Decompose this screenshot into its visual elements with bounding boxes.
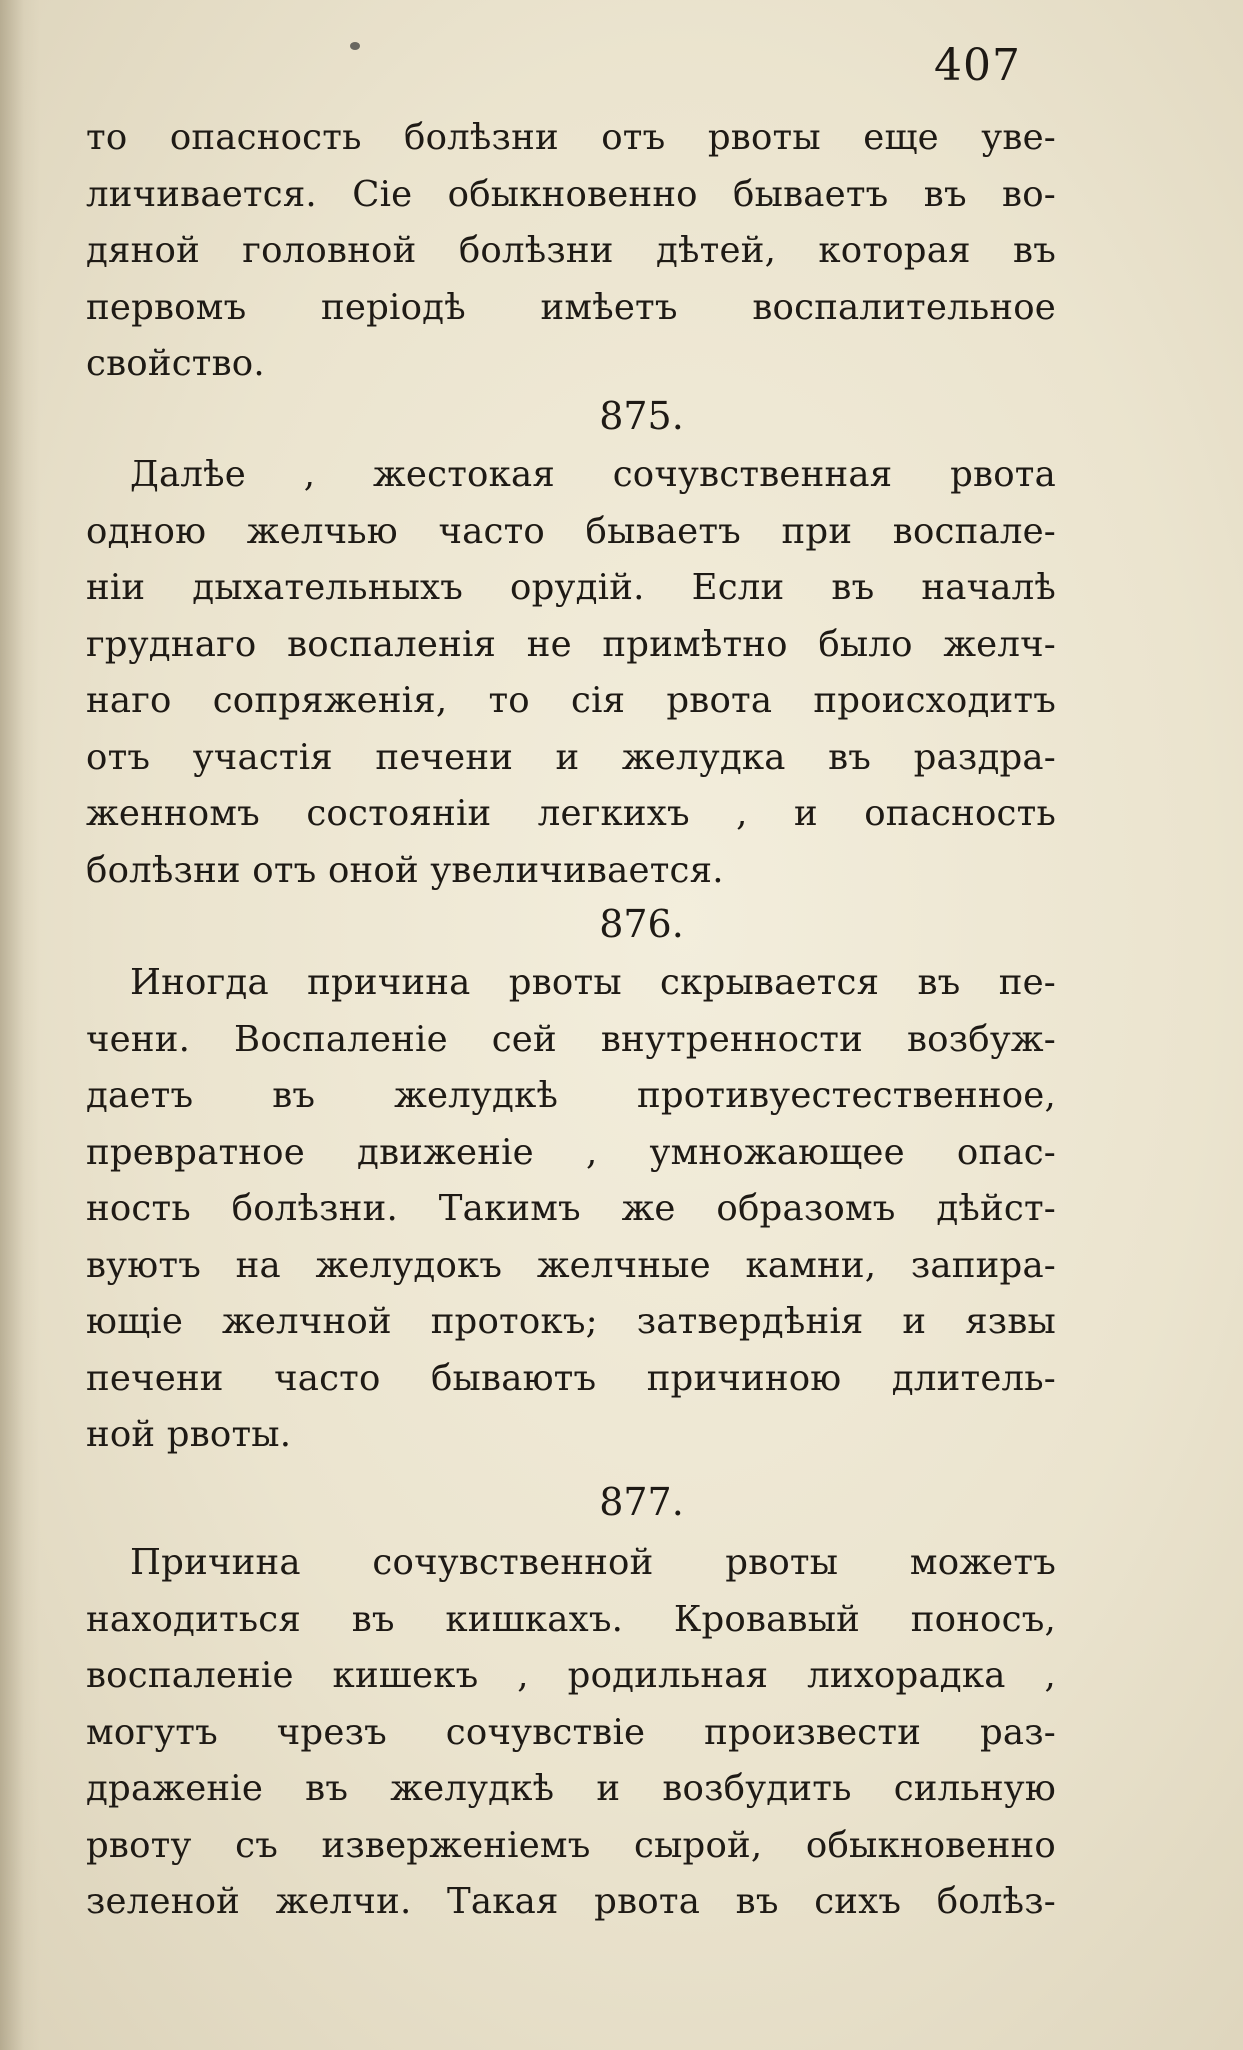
text-line: ніи дыхательныхъ орудій. Если въ началѣ xyxy=(86,567,1056,608)
text-line: даетъ въ желудкѣ противуестественное, xyxy=(86,1075,1056,1116)
paragraph-876 xyxy=(86,955,1056,1464)
text-line: Причина сочувственной рвоты можетъ xyxy=(130,1542,1056,1583)
text-line: Далѣе , жестокая сочувственная рвота xyxy=(130,454,1056,495)
text-line: драженіе въ желудкѣ и возбудить сильную xyxy=(86,1768,1056,1809)
section-number-876: 876. xyxy=(599,902,684,946)
ink-smudge xyxy=(350,42,360,50)
text-line: свойство. xyxy=(86,343,265,384)
text-line: могутъ чрезъ сочувствіе произвести раз- xyxy=(86,1711,1056,1753)
text-line: женномъ состояніи легкихъ , и опасность xyxy=(86,793,1056,834)
paragraph-877 xyxy=(86,1535,1056,1931)
text-line: ной рвоты. xyxy=(86,1414,292,1455)
text-line: дяной головной болѣзни дѣтей, которая въ xyxy=(86,230,1056,271)
section-number-875: 875. xyxy=(599,394,684,438)
text-line: превратное движеніе , умножающее опас- xyxy=(86,1131,1056,1173)
paragraph-875 xyxy=(86,447,1056,899)
text-line: воспаленіе кишекъ , родильная лихорадка , xyxy=(86,1655,1056,1696)
text-line: одною желчью часто бываетъ при воспале- xyxy=(86,510,1056,552)
page-number: 407 xyxy=(934,40,1021,91)
page-spine-shadow xyxy=(0,0,40,2050)
text-line: находиться въ кишкахъ. Кровавый поносъ, xyxy=(86,1598,1056,1640)
text-line: отъ участія печени и желудка въ раздра- xyxy=(86,736,1056,778)
text-line: ющіе желчной протокъ; затвердѣнія и язвы xyxy=(86,1301,1056,1342)
text-line: вуютъ на желудокъ желчные камни, запира- xyxy=(86,1244,1056,1286)
text-line: рвоту съ изверженіемъ сырой, обыкновенно xyxy=(86,1824,1056,1866)
text-line: первомъ періодѣ имѣетъ воспалительное xyxy=(86,286,1056,328)
section-number-877: 877. xyxy=(599,1480,684,1524)
text-line: зеленой желчи. Такая рвота въ сихъ болѣз- xyxy=(86,1881,1056,1922)
text-line: груднаго воспаленія не примѣтно было желч- xyxy=(86,623,1056,665)
text-line: Иногда причина рвоты скрывается въ пе- xyxy=(130,962,1056,1003)
text-line: то опасность болѣзни отъ рвоты еще уве- xyxy=(86,117,1056,158)
text-line: чени. Воспаленіе сей внутренности возбуж- xyxy=(86,1018,1056,1060)
text-line: ность болѣзни. Такимъ же образомъ дѣйст- xyxy=(86,1188,1056,1229)
text-line: наго сопряженія, то сія рвота происходитъ xyxy=(86,680,1056,721)
text-line: болѣзни отъ оной увеличивается. xyxy=(86,849,724,891)
text-line: печени часто бываютъ причиною длитель- xyxy=(86,1357,1056,1399)
paragraph-continuation xyxy=(86,110,1056,393)
text-line: личивается. Сіе обыкновенно бываетъ въ во- xyxy=(86,173,1056,215)
